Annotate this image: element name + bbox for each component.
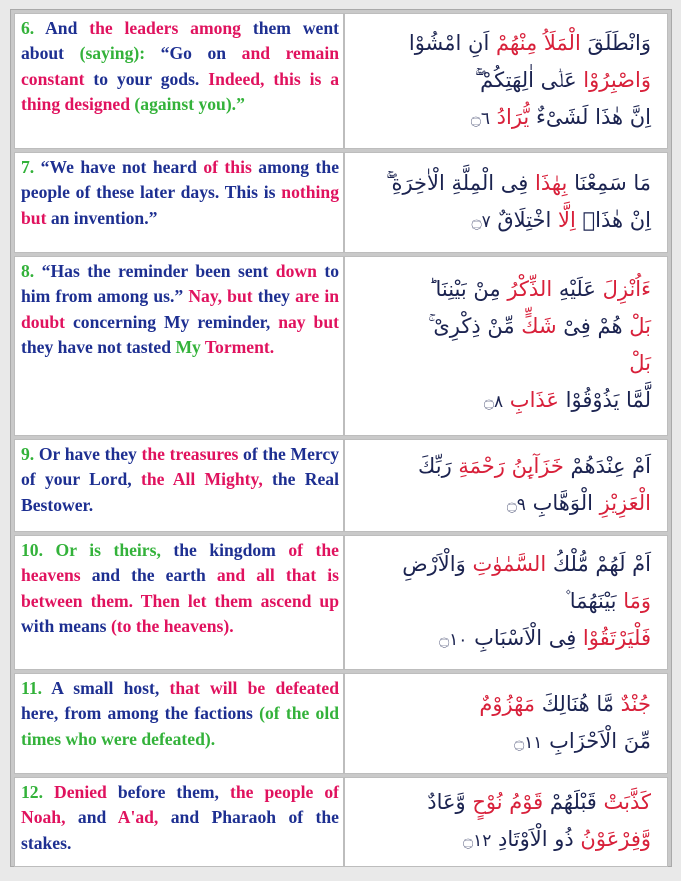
arabic-text: مِّنَ الْاَحْزَابِ (542, 728, 651, 753)
arabic-line (353, 345, 651, 382)
verse-number: 9. (21, 444, 39, 464)
english-text: concerning My reminder, (72, 311, 279, 332)
verse-8-arabic (344, 256, 668, 436)
english-text: of the heavens (21, 540, 339, 586)
verse-number: 11. (21, 678, 52, 698)
verse-number: 6. (21, 18, 46, 38)
arabic-text: الذِّكْرُ (500, 277, 553, 301)
ayah-marker: ۝١٢ (463, 831, 492, 851)
arabic-text: فِی الْاَسْبَابِ (467, 626, 577, 650)
english-text: A'ad, (117, 807, 171, 828)
arabic-text: ءَاُنْزِلَ (595, 277, 651, 301)
arabic-text: الْوَهَّابِ (525, 490, 593, 515)
english-text: the people of Noah, (21, 782, 340, 828)
arabic-text: قَوْمُ نُوْحٍ (465, 790, 544, 814)
ayah-marker: ۝٦ (470, 108, 490, 129)
arabic-text: شَكٍّ (514, 314, 557, 338)
arabic-text: بَیْنَهُمَا ۫ (564, 589, 617, 613)
verse-row-8 (14, 256, 668, 436)
english-text: Or have they (38, 444, 142, 464)
english-text: Torment. (204, 336, 275, 357)
ayah-marker: ۝٩ (506, 494, 526, 515)
verse-row-12 (14, 777, 668, 867)
arabic-text: وَّعَادٌ (427, 790, 466, 814)
arabic-text: مُّلْكُ (546, 552, 589, 576)
english-text: Denied (54, 782, 118, 802)
arabic-text: وَمَا (616, 589, 651, 613)
arabic-text: فَلْیَرْتَقُوْا (576, 626, 651, 650)
english-text: “We have not heard (40, 157, 204, 177)
arabic-text: قَبْلَهُمْ (543, 790, 597, 814)
english-text: Nay, but (188, 286, 258, 307)
arabic-line (353, 99, 651, 138)
verse-row-11 (14, 673, 668, 774)
verse-7-english (14, 152, 344, 253)
english-text: before them, (117, 782, 230, 802)
verse-11-arabic (344, 673, 668, 774)
english-text: among the people of these later days. This is (21, 157, 340, 203)
verse-12-english (14, 777, 344, 867)
english-text: them (252, 18, 303, 38)
english-text: to your gods. (93, 68, 209, 89)
arabic-text: جُنْدٌ (613, 691, 651, 716)
verse-9-english (14, 439, 344, 532)
english-text: went about (21, 18, 339, 64)
english-text: A small host, (51, 678, 170, 698)
english-text: that will be (169, 678, 276, 698)
english-text: defeated (275, 678, 339, 698)
verse-row-10 (14, 535, 668, 670)
arabic-line (353, 546, 651, 583)
arabic-text: السَّمٰوٰتِ (465, 552, 547, 576)
arabic-text: بَلْ (629, 351, 651, 375)
english-text: the Real Bestower (21, 469, 339, 515)
arabic-text: رَبِّكَ (418, 453, 452, 478)
arabic-text: مَا سَمِعْنَا (567, 170, 651, 195)
arabic-text: هُمْ فِیْ (556, 314, 623, 338)
english-text: and (77, 807, 118, 828)
english-text: nothing but (21, 182, 339, 228)
arabic-text: خَزَآىِٕنُ (504, 453, 564, 478)
english-text: the All Mighty, (140, 469, 273, 490)
arabic-line (353, 723, 651, 762)
arabic-text: وَانْطَلَقَ (580, 30, 651, 55)
english-text: Then let them ascend up (140, 590, 340, 611)
english-text: (to the heavens). (110, 615, 234, 636)
arabic-text: وَاصْبِرُوْا (576, 67, 651, 92)
arabic-text: وَالْاَرْضِ (402, 552, 466, 576)
english-text: of the Mercy of your Lord, (21, 444, 340, 490)
arabic-line (353, 165, 651, 202)
english-text: and remain constant (21, 43, 339, 89)
verse-6-arabic (344, 13, 668, 149)
english-text: designed (64, 93, 135, 114)
arabic-line (353, 620, 651, 659)
arabic-line (353, 784, 651, 821)
arabic-line (353, 485, 651, 524)
arabic-line (353, 448, 651, 485)
verse-row-7 (14, 152, 668, 253)
arabic-line (353, 308, 651, 345)
arabic-text: عَلٰۤى اٰلِهَتِكُمْ ۖۚ (474, 67, 577, 92)
arabic-line (353, 62, 651, 99)
english-text: and Pharaoh of the stakes. (21, 807, 339, 853)
verse-6-english (14, 13, 344, 149)
arabic-text: مَهْزُوْمٌ (479, 691, 536, 716)
english-text: (saying): (79, 43, 161, 64)
arabic-text: مِّنْ ذِكْرِیْ ۚ (428, 314, 515, 338)
arabic-text: مَّا هُنَالِكَ (535, 691, 614, 716)
english-text: My (175, 336, 205, 357)
english-text: (of the old times who were defeated). (21, 703, 340, 749)
arabic-text: عَذَابِ (503, 388, 559, 412)
arabic-text: یُّرَادُ (489, 104, 530, 129)
english-text: the kingdom (173, 540, 289, 560)
english-text: the leaders among (89, 18, 253, 38)
arabic-text: عَلَیْهِ (552, 277, 596, 301)
english-text: with means (21, 615, 111, 636)
ayah-marker: ۝١٠ (439, 630, 468, 650)
arabic-text: اَمْ عِنْدَهُمْ (563, 453, 651, 478)
english-text: an invention.” (50, 207, 158, 228)
arabic-text: الْعَزِیْزِ (592, 490, 651, 515)
arabic-text: اِنْ هٰذَاۤ (575, 207, 651, 232)
arabic-line (353, 686, 651, 723)
english-text: And (45, 18, 90, 38)
english-text: the treasures (141, 444, 244, 464)
english-text: to him from among us.” (21, 261, 339, 307)
arabic-text: ذُو الْاَوْتَادِ (491, 827, 574, 851)
verse-row-6 (14, 13, 668, 149)
verse-7-arabic (344, 152, 668, 253)
verse-row-9 (14, 439, 668, 532)
ayah-marker: ۝٨ (484, 392, 504, 412)
arabic-text: اخْتِلَاقٌ (490, 207, 552, 232)
verse-number: 7. (21, 157, 41, 177)
ayah-marker: ۝٧ (471, 211, 491, 232)
english-text: (against you).” (134, 93, 245, 114)
arabic-text: اَمْ لَهُمْ (588, 552, 651, 576)
arabic-text: اِلَّا (551, 207, 576, 232)
arabic-text: كَذَّبَتْ (596, 790, 651, 814)
arabic-text: بِهٰذَا (528, 170, 568, 195)
verse-number: 8. (21, 261, 42, 281)
arabic-text: اَنِ امْشُوْا (408, 30, 490, 55)
arabic-line (353, 25, 651, 62)
arabic-text: الْمَلَاُ مِنْهُمْ (489, 30, 581, 55)
english-text: Indeed, this is a thing (21, 68, 339, 114)
arabic-text: مِنْ بَیْنِنَا ؕ (428, 277, 501, 301)
english-text: they have not tasted (21, 336, 176, 357)
verse-number: 12. (21, 782, 55, 802)
arabic-line (353, 583, 651, 620)
verse-12-arabic (344, 777, 668, 867)
arabic-line (353, 382, 651, 421)
verse-9-arabic (344, 439, 668, 532)
verse-11-english (14, 673, 344, 774)
english-text: of this (203, 157, 259, 177)
verse-table-frame (10, 9, 672, 867)
english-text: . (88, 494, 94, 515)
arabic-text: وَّفِرْعَوْنُ (573, 827, 651, 851)
arabic-line (353, 271, 651, 308)
english-text: nay but (278, 311, 339, 332)
english-text: Or is theirs, (55, 540, 174, 560)
verse-8-english (14, 256, 344, 436)
english-text: and the earth (91, 565, 217, 586)
english-text: “Has the reminder been sent (41, 261, 276, 281)
arabic-line (353, 821, 651, 860)
english-text: here, from among the factions (21, 703, 260, 724)
arabic-text: اِنَّ هٰذَا لَشَیْءٌ (529, 104, 651, 129)
arabic-text: لَّمَّا یَذُوْقُوْا (558, 388, 651, 412)
arabic-line (353, 202, 651, 241)
arabic-text: رَحْمَةِ (451, 453, 505, 478)
verse-table (14, 10, 668, 870)
english-text: are in doubt (21, 286, 340, 332)
english-text: they (257, 286, 296, 307)
english-text: “Go on (160, 43, 242, 64)
english-text: down (275, 261, 325, 281)
ayah-marker: ۝١١ (514, 732, 543, 753)
arabic-text: بَلْ (622, 314, 651, 338)
verse-number: 10. (21, 540, 56, 560)
english-text: and all that is between them. (21, 565, 340, 611)
verse-10-arabic (344, 535, 668, 670)
verse-10-english (14, 535, 344, 670)
arabic-text: فِی الْمِلَّةِ الْاٰخِرَةِ ۖۚ (386, 170, 529, 195)
